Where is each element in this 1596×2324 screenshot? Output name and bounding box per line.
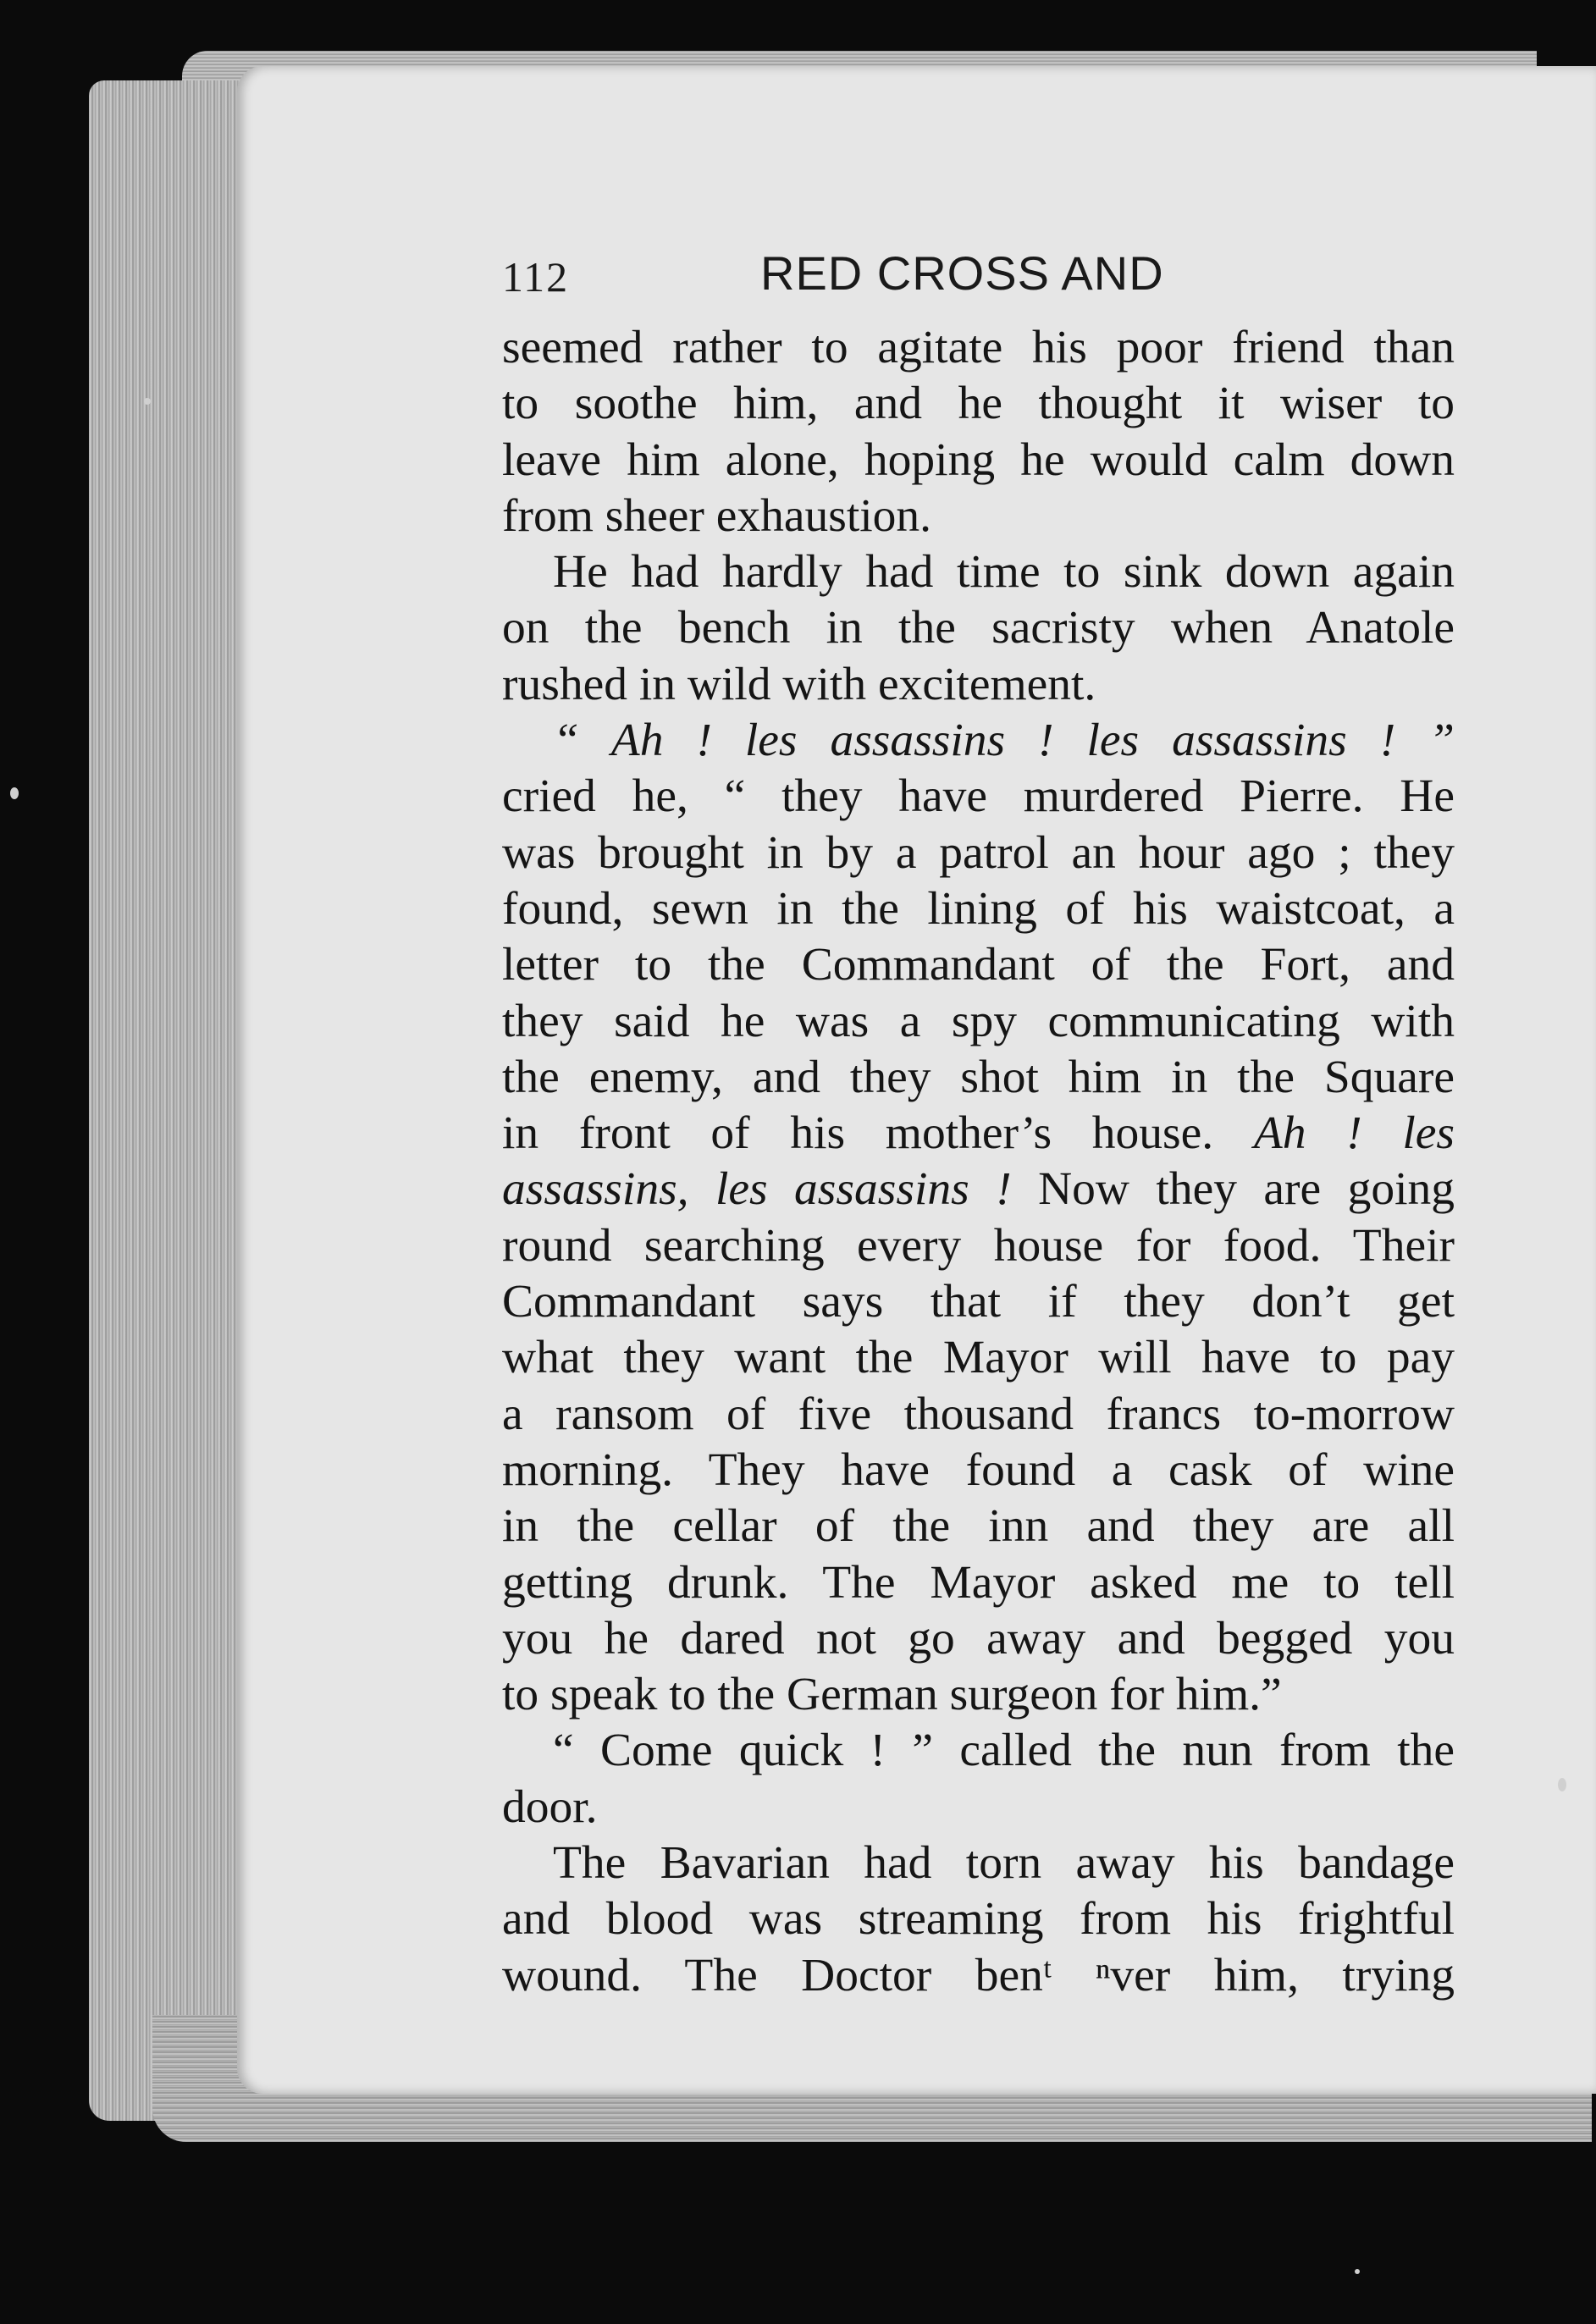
scan-speck (1355, 2269, 1360, 2274)
page-body (502, 320, 1455, 2004)
text-line: rushed in wild with excitement. (502, 658, 1096, 710)
text-line: He had hardly had time to sink down again (553, 546, 1455, 599)
text-line: was brought in by a patrol an hour ago ; they (502, 826, 1455, 879)
text-line: The Bavarian had torn away his bandage (553, 1837, 1455, 1890)
text-line: “ Come quick ! ” called the nun from the (553, 1725, 1455, 1777)
text-line: found, sewn in the lining of his waistcoat, a (502, 882, 1455, 935)
running-head (502, 246, 1455, 313)
text-line: what they want the Mayor will have to pay (502, 1332, 1455, 1384)
scan-speck (10, 787, 19, 799)
text-line (502, 1106, 1455, 1162)
text-line: Commandant says that if they don’t get (502, 1276, 1455, 1328)
italic-run: assassins, les assassins ! (502, 1163, 1012, 1216)
text-line: to speak to the German surgeon for him.” (502, 1669, 1282, 1721)
italic-run: Ah ! les (1253, 1107, 1455, 1160)
text-line: morning. They have found a cask of wine (502, 1444, 1455, 1496)
text-run: Now they are going (1038, 1163, 1455, 1216)
text-line: they said he was a spy communicating with (502, 995, 1455, 1047)
text-line: wound. The Doctor benᵗ ⁿver him, trying (502, 1949, 1455, 2001)
italic-exclamation: “ Ah ! les assassins ! les assassins ! ” (553, 715, 1455, 767)
text-line: door. (502, 1780, 598, 1833)
page-number: 112 (502, 253, 570, 301)
text-line: leave him alone, hoping he would calm down (502, 433, 1455, 486)
text-line (502, 713, 1455, 769)
text-line: and blood was streaming from his frightful (502, 1893, 1455, 1946)
text-line: getting drunk. The Mayor asked me to tell (502, 1556, 1455, 1609)
scan-speck (144, 398, 151, 405)
text-run: in front of his mother’s house. (502, 1107, 1214, 1160)
scan-speck (1558, 1778, 1566, 1791)
text-line: you he dared not go away and begged you (502, 1612, 1455, 1664)
text-line: from sheer exhaustion. (502, 489, 932, 542)
text-line (502, 1162, 1455, 1217)
text-line: in the cellar of the inn and they are all (502, 1500, 1455, 1553)
text-line: seemed rather to agitate his poor friend than (502, 322, 1455, 373)
text-line: the enemy, and they shot him in the Square (502, 1051, 1455, 1103)
text-line: a ransom of five thousand francs to-morrow (502, 1388, 1455, 1440)
text-line: letter to the Commandant of the Fort, and (502, 939, 1455, 991)
text-line: to soothe him, and he thought it wiser to (502, 378, 1455, 430)
running-title: RED CROSS AND (760, 246, 1164, 300)
page-edges-left (89, 80, 250, 2121)
text-line: on the bench in the sacristy when Anatole (502, 602, 1455, 654)
text-line: cried he, “ they have murdered Pierre. He (502, 770, 1455, 823)
text-line: round searching every house for food. Their (502, 1219, 1455, 1272)
